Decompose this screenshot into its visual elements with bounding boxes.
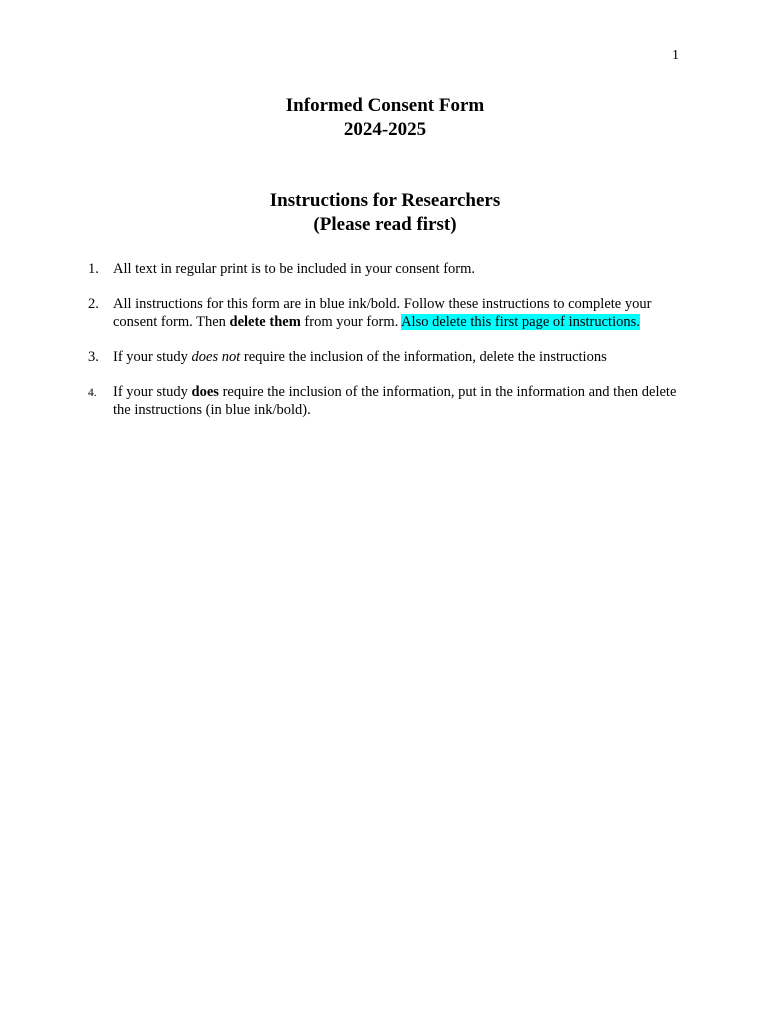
instruction-item-2 [84, 295, 684, 331]
instruction-text: All text in regular print is to be included in your consent form. [113, 261, 476, 277]
section-heading [0, 189, 770, 237]
title-line-2: 2024-2025 [343, 119, 427, 140]
instruction-text: require the inclusion of the information, delete the instructions [240, 349, 607, 365]
instruction-number: 2. [88, 296, 99, 312]
title-line-1: Informed Consent Form [285, 95, 485, 116]
instruction-italic-text: does not [191, 349, 241, 365]
instruction-item-4 [84, 383, 684, 419]
instruction-text: If your study [113, 349, 192, 365]
instruction-number: 3. [88, 349, 99, 365]
instructions-list [84, 260, 684, 436]
section-heading-line-2: (Please read first) [313, 214, 457, 235]
instruction-bold-text: does [191, 384, 219, 400]
instruction-number: 4. [88, 387, 97, 399]
instruction-number: 1. [88, 261, 99, 277]
page-number: 1 [672, 48, 679, 63]
instruction-text: require the inclusion of the information, put in the information and then delete the instructions (in blue ink/bold). [113, 384, 677, 418]
highlighted-text: Also delete this first page of instructions. [401, 314, 640, 330]
instruction-bold-text: delete them [229, 314, 301, 330]
instruction-text: If your study [113, 384, 192, 400]
instruction-item-3 [84, 348, 684, 366]
instruction-text: from your form. [300, 314, 402, 330]
instruction-item-1 [84, 260, 684, 278]
section-heading-line-1: Instructions for Researchers [269, 190, 501, 211]
instruction-text: All instructions for this form are in blue ink/bold. Follow these instructions to complete your consent form. Then [113, 296, 652, 330]
document-title [0, 94, 770, 142]
